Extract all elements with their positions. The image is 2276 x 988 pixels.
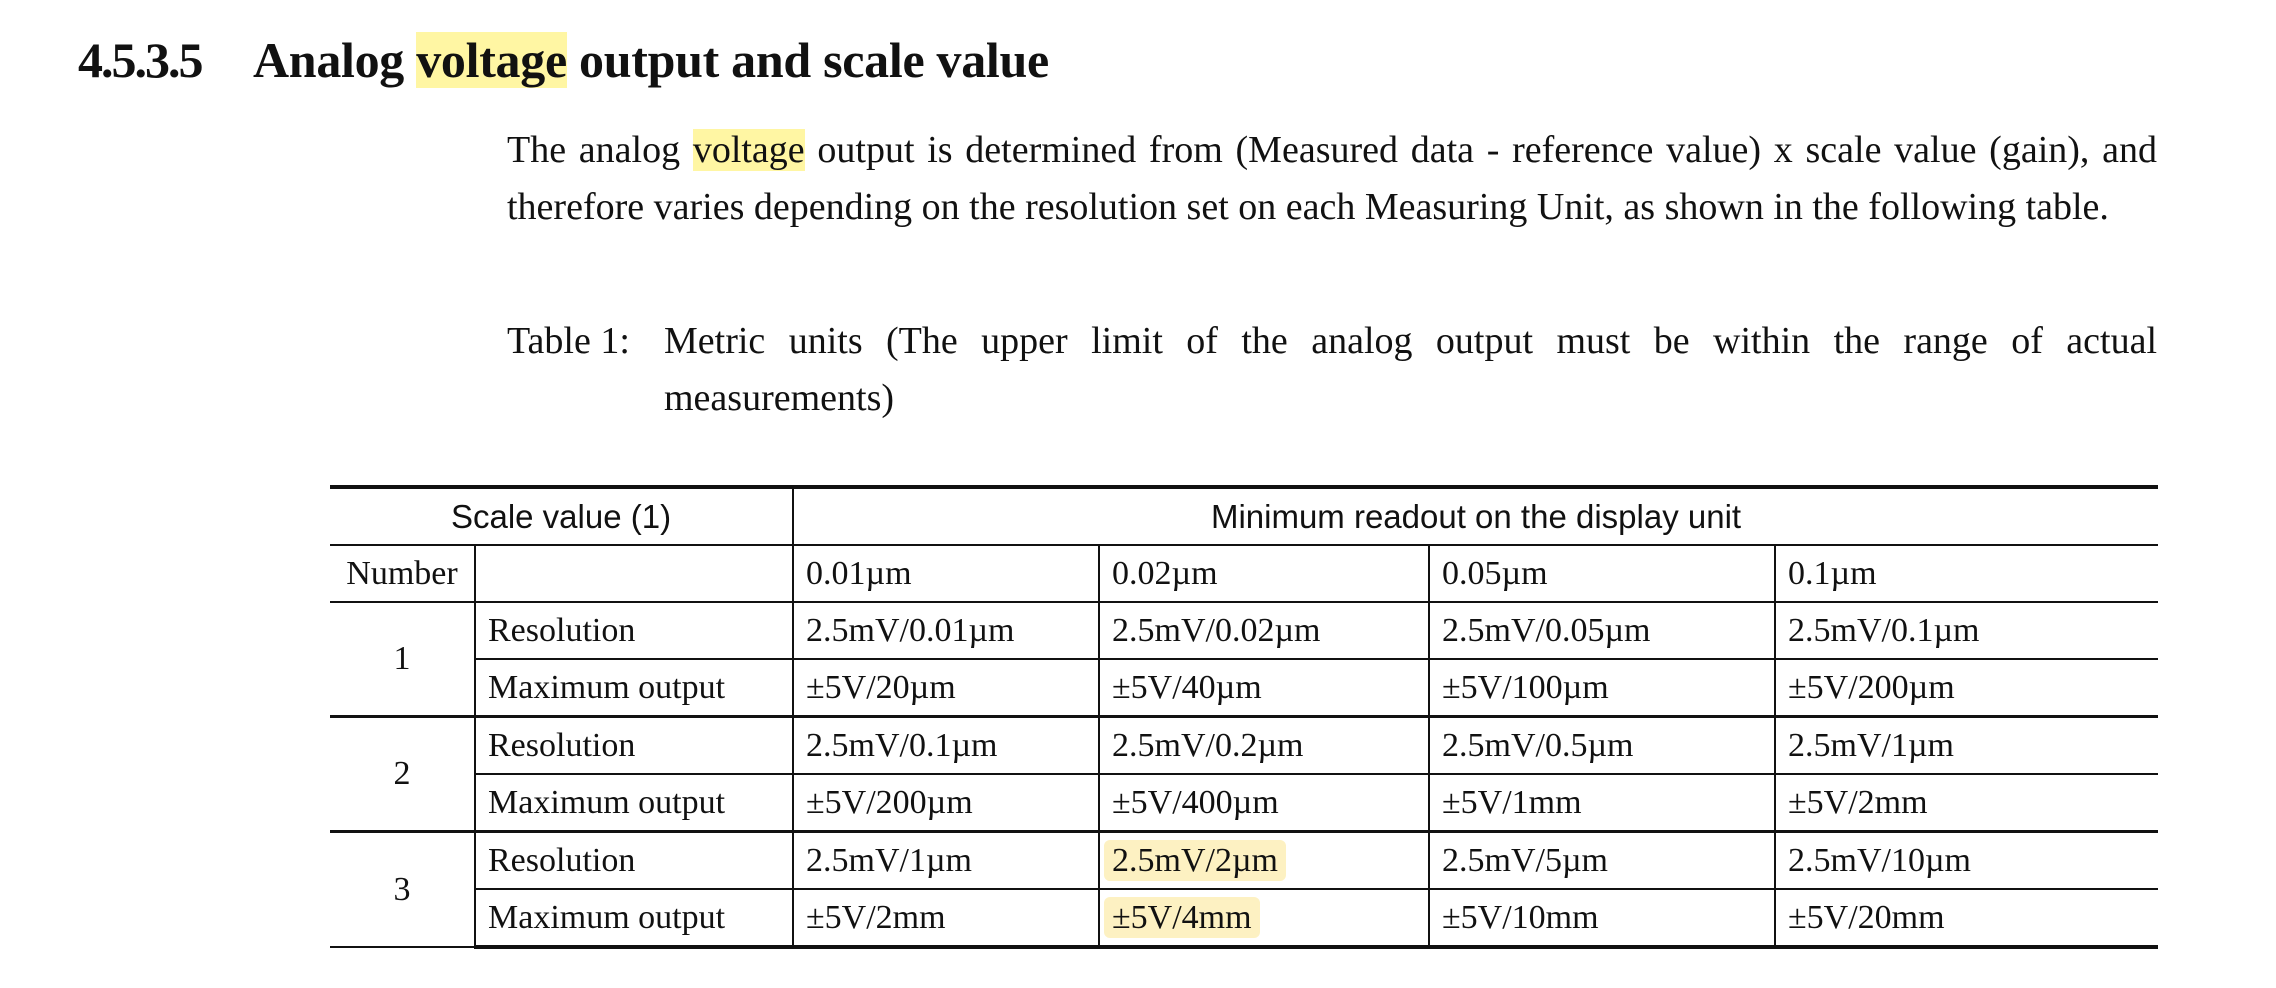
table-cell: 2.5mV/5µm xyxy=(1429,832,1775,890)
table-row xyxy=(330,717,2158,775)
empty-cell xyxy=(475,545,793,602)
table-row xyxy=(330,774,2158,832)
body-paragraph xyxy=(507,122,2157,236)
table-cell: ±5V/20mm xyxy=(1775,889,2158,947)
highlighted-value: 2.5mV/2µm xyxy=(1104,840,1286,881)
readout-cell: 0.02µm xyxy=(1099,545,1429,602)
readout-row xyxy=(330,545,2158,602)
table-cell: ±5V/2mm xyxy=(1775,774,2158,832)
table-cell: ±5V/200µm xyxy=(793,774,1099,832)
header-minimum-readout: Minimum readout on the display unit xyxy=(793,487,2158,545)
section-title-start: Analog xyxy=(253,32,417,88)
caption-label: Table 1: xyxy=(507,320,630,362)
row-label: Resolution xyxy=(475,832,793,890)
paragraph-end: output is determined from (Measured data - reference value) x scale value (gain), and therefore varies depending on the resolution set on each Measuring Unit, as shown in the following table. xyxy=(507,129,2157,228)
table-cell: 2.5mV/0.05µm xyxy=(1429,602,1775,659)
table-cell: ±5V/400µm xyxy=(1099,774,1429,832)
header-scale-value: Scale value (1) xyxy=(330,487,793,545)
table-cell: 2.5mV/0.02µm xyxy=(1099,602,1429,659)
table-cell: 2.5mV/0.2µm xyxy=(1099,717,1429,775)
table-cell: ±5V/1mm xyxy=(1429,774,1775,832)
table-cell: 2.5mV/0.1µm xyxy=(1775,602,2158,659)
table-cell: ±5V/10mm xyxy=(1429,889,1775,947)
search-highlight: voltage xyxy=(692,129,805,171)
table-cell: ±5V/2mm xyxy=(793,889,1099,947)
table-row xyxy=(330,889,2158,947)
readout-cell: 0.01µm xyxy=(793,545,1099,602)
search-highlight: voltage xyxy=(416,32,567,88)
row-label: Resolution xyxy=(475,717,793,775)
table-cell: 2.5mV/0.5µm xyxy=(1429,717,1775,775)
table-cell: ±5V/100µm xyxy=(1429,659,1775,717)
table-cell xyxy=(1099,889,1429,947)
readout-cell: 0.1µm xyxy=(1775,545,2158,602)
section-number: 4.5.3.5 xyxy=(78,32,202,88)
table-cell: 2.5mV/10µm xyxy=(1775,832,2158,890)
table-cell: ±5V/40µm xyxy=(1099,659,1429,717)
scale-number: 2 xyxy=(330,717,475,832)
section-title-end: output and scale value xyxy=(566,32,1049,88)
table-row xyxy=(330,659,2158,717)
section-heading xyxy=(78,30,1049,90)
scale-number: 3 xyxy=(330,832,475,948)
table-header-row xyxy=(330,487,2158,545)
row-label: Resolution xyxy=(475,602,793,659)
row-label: Maximum output xyxy=(475,659,793,717)
number-label: Number xyxy=(330,545,475,602)
table-row xyxy=(330,602,2158,659)
table-cell: 2.5mV/1µm xyxy=(793,832,1099,890)
table-caption xyxy=(507,313,2157,427)
table-cell: 2.5mV/0.01µm xyxy=(793,602,1099,659)
scale-value-table xyxy=(330,485,2158,949)
highlighted-value: ±5V/4mm xyxy=(1104,897,1260,938)
table-cell: 2.5mV/0.1µm xyxy=(793,717,1099,775)
row-label: Maximum output xyxy=(475,774,793,832)
table-cell: ±5V/20µm xyxy=(793,659,1099,717)
paragraph-start: The analog xyxy=(507,129,693,171)
readout-cell: 0.05µm xyxy=(1429,545,1775,602)
table-cell: ±5V/200µm xyxy=(1775,659,2158,717)
scale-number: 1 xyxy=(330,602,475,717)
row-label: Maximum output xyxy=(475,889,793,947)
table-row xyxy=(330,832,2158,890)
table-cell: 2.5mV/1µm xyxy=(1775,717,2158,775)
table-cell xyxy=(1099,832,1429,890)
caption-text: Metric units (The upper limit of the analog output must be within the range of actual measurements) xyxy=(664,320,2157,419)
